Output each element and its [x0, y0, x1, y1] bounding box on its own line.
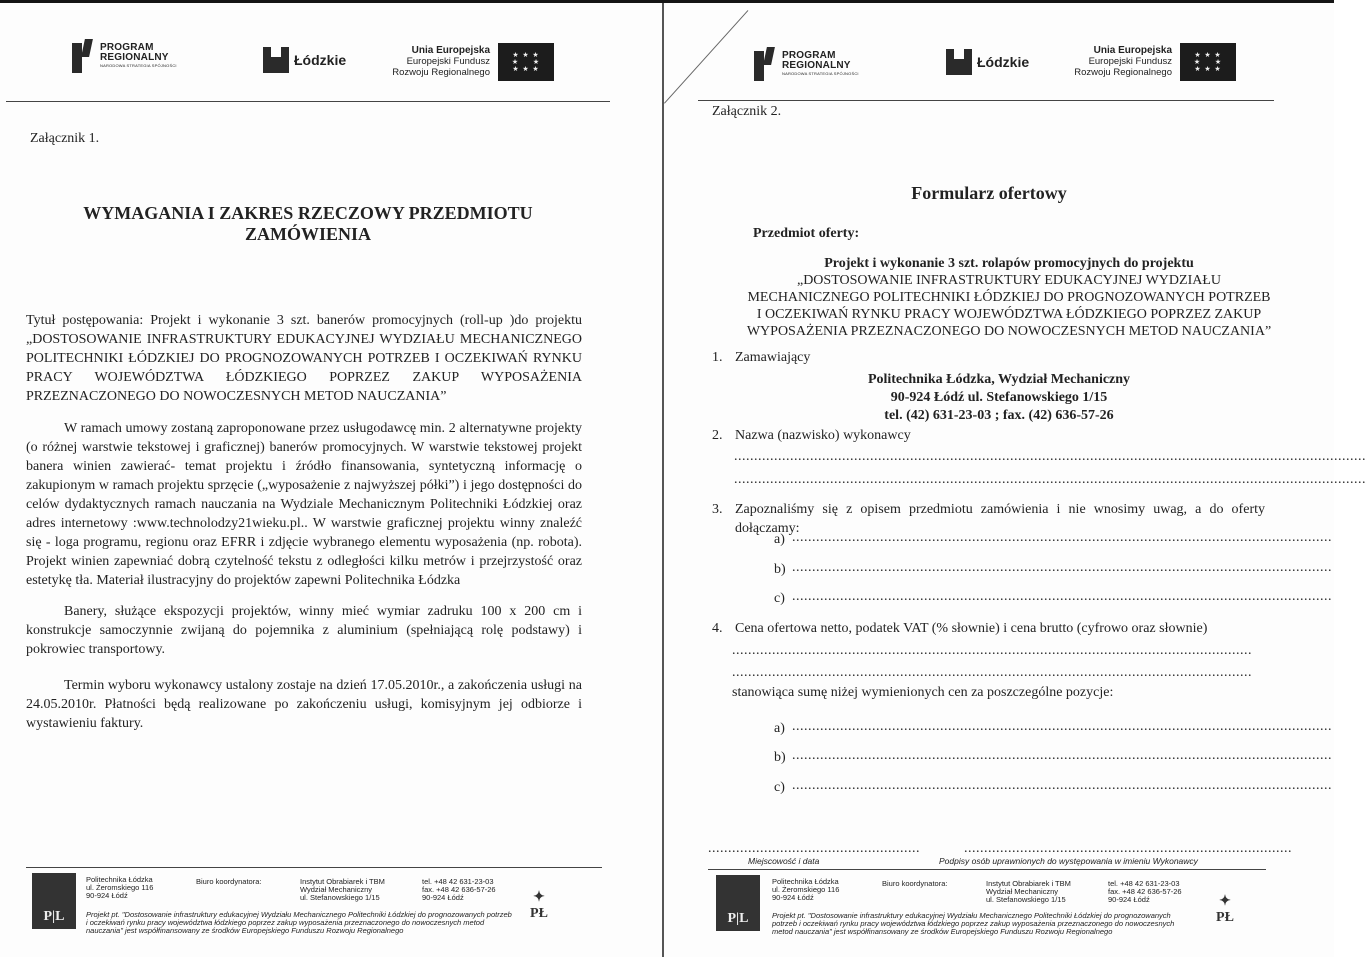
eu-flag-icon: ★ ★ ★ ★ ★ ★ ★ ★ — [1180, 43, 1236, 81]
ue-text — [1064, 45, 1172, 78]
ue-title: Unia Europejska — [411, 45, 490, 56]
page-zalacznik-1 — [0, 3, 664, 957]
pl-eagle-icon: ✦ PŁ — [1216, 894, 1234, 925]
attachment-a-letter: a) — [774, 532, 785, 547]
item-4-number: 4. — [712, 621, 723, 636]
page-zalacznik-2 — [664, 3, 1366, 957]
przedmiot-line-1: „DOSTOSOWANIE INFRASTRUKTURY EDUKACYJNEJ WYDZIAŁU — [796, 273, 1221, 288]
program-regionalny-icon — [754, 47, 776, 81]
przedmiot-line-2: MECHANICZNEGO POLITECHNIKI ŁÓDZKIEJ DO PROGNOZOWANYCH POTRZEB — [747, 290, 1271, 305]
position-b-field[interactable]: ....................................................................................................................................... — [792, 748, 1332, 763]
ue-text — [382, 45, 490, 78]
signature-field[interactable]: .................................................................................. — [964, 841, 1292, 856]
position-a-letter: a) — [774, 721, 785, 736]
program-subtitle: NARODOWA STRATEGIA SPÓJNOŚCI — [782, 71, 859, 76]
paragraph-banners: Banery, służące ekspozycji projektów, winny mieć wymiar zadruku 100 x 200 cm i konstrukcje samoczynnie zwijaną do pojemnika z aluminium (spełniającą rolę podstawy) i pokrowiec transportowy. — [26, 604, 582, 657]
program-subtitle: NARODOWA STRATEGIA SPÓJNOŚCI — [100, 63, 177, 68]
lodzkie-logo — [263, 47, 346, 73]
pl-eagle-text: PŁ — [530, 906, 548, 921]
pl-logo-text: P|L — [727, 911, 749, 926]
przedmiot-description — [734, 255, 1284, 340]
footer-inst-1: Instytut Obrabiarek i TBM — [300, 877, 385, 886]
footer-project-label: Projekt pt. — [772, 911, 806, 920]
footer-inst-1: Instytut Obrabiarek i TBM — [986, 879, 1071, 888]
position-a-field[interactable]: ....................................................................................................................................... — [792, 719, 1332, 734]
footer-inst-2: Wydział Mechaniczny — [986, 887, 1059, 896]
politechnika-logo-icon — [716, 875, 760, 931]
page-fold-line — [664, 10, 748, 104]
item-2-label: Nazwa (nazwisko) wykonawcy — [735, 428, 911, 443]
footer-project — [86, 911, 512, 935]
lodzkie-icon — [263, 47, 289, 73]
footer-project-text: "Dostosowanie infrastruktury edukacyjnej Wydziału Mechanicznego Politechniki Łódzkiej do prognozowanych potrzeb i oczekiwań rynku pracy województwa łódzkiego poprzez zakup wyposażenia przeznaczonego do nowoczesnych metod nauczania" — [772, 911, 1175, 936]
program-word: PROGRAM — [100, 42, 154, 53]
program-regionalny-icon — [72, 39, 94, 73]
item-3-label: Zapoznaliśmy się z opisem przedmiotu zamówienia i nie wnosimy uwag, a do oferty dołączamy: — [735, 502, 1265, 536]
footer-fax: fax. +48 42 636-57-26 — [1108, 887, 1182, 896]
ue-line3: Rozwoju Regionalnego — [1074, 67, 1172, 78]
ue-line2: Europejski Fundusz — [406, 56, 490, 67]
ue-line2: Europejski Fundusz — [1088, 56, 1172, 67]
attachment-b-letter: b) — [774, 562, 786, 577]
paragraph-scope: W ramach umowy zostaną zaproponowane przez usługodawcę min. 2 alternatywne projekty (o różnej warstwie tekstowej i graficznej) banerów promocyjnych. W warstwie tekstowej projekt banera winien zawierać- temat projektu i źródło finansowania, syntetyczną informację o zakupionym w ramach projektu sprzęcie („wyposażenie z najwyższej półki”) i jego dostępności do celów dydaktycznych ramach nauczania na Wydziale Mechanicznym Politechniki Łódzkiej oraz adres internetowy :www.technolodzy21wieku.pl.. W warstwie graficznej projektu winny znaleźć się - loga programu, regionu oraz EFRR i zdjęcie wybranego elementu wyposażenia (np. robota). Projekt winien zapewniać dobrą czytelność tekstu z odległości kilku metrów i przejrzystość oraz estetykę tła. Materiał ilustracyjny do projektów zapewni Politechnika Łódzka — [26, 421, 582, 588]
position-c-field[interactable]: ....................................................................................................................................... — [792, 778, 1332, 793]
pl-eagle-text: PŁ — [1216, 910, 1234, 925]
header-rule — [698, 100, 1274, 101]
position-c-letter: c) — [774, 780, 785, 795]
footer-addr-2: ul. Żeromskiego 116 — [86, 883, 154, 892]
footer-inst-3: ul. Stefanowskiego 1/15 — [300, 893, 380, 902]
item-4-label: Cena ofertowa netto, podatek VAT (% słownie) i cena brutto (cyfrowo oraz słownie) — [735, 621, 1208, 636]
pl-eagle-icon: ✦ PŁ — [530, 890, 548, 921]
footer-phone — [422, 878, 496, 902]
item-1-number: 1. — [712, 350, 723, 365]
program-regionalny-logo — [754, 47, 859, 81]
footer-addr-2: ul. Żeromskiego 116 — [772, 885, 840, 894]
zamawiajacy-address — [814, 371, 1184, 425]
footer-address — [772, 878, 839, 902]
przedmiot-line-3: I OCZEKIWAŃ RYNKU PRACY WOJEWÓDZTWA ŁÓDZKIEGO POPRZEZ ZAKUP — [756, 307, 1262, 322]
zalacznik-label: Załącznik 1. — [30, 131, 100, 146]
footer-inst-3: ul. Stefanowskiego 1/15 — [986, 895, 1066, 904]
zam-line-2: 90-924 Łódź ul. Stefanowskiego 1/15 — [890, 390, 1108, 405]
footer-biuro: Biuro koordynatora: — [882, 879, 948, 888]
signature-label: Podpisy osób uprawnionych do występowania w imieniu Wykonawcy — [939, 856, 1198, 866]
item-1-label: Zamawiający — [735, 350, 811, 365]
footer-institute — [986, 880, 1071, 904]
program-regionalny-logo — [72, 39, 177, 73]
zam-line-1: Politechnika Łódzka, Wydział Mechaniczny — [867, 372, 1131, 387]
position-b-letter: b) — [774, 750, 786, 765]
footer-addr-3: 90-924 Łódź — [86, 891, 128, 900]
footer-project — [772, 912, 1196, 936]
footer-project-tail: jest współfinansowany ze środków Europejskiego Funduszu Rozwoju Regionalnego — [124, 926, 404, 935]
attachment-a-field[interactable]: ....................................................................................................................................... — [792, 530, 1332, 545]
form-title: Formularz ofertowy — [911, 183, 1067, 203]
footer-rule — [708, 869, 1266, 870]
paragraph-title: Tytuł postępowania: Projekt i wykonanie 3 szt. banerów promocyjnych (roll-up )do projektu „DOSTOSOWANIE INFRASTRUKTURY EDUKACYJNEJ WYDZIAŁU MECHANICZNEGO POLITECHNIKI ŁÓDZKIEJ DO PROGNOZOWANYCH POTRZEB I OCZEKIWAŃ RYNKU PRACY WOJEWÓDZTWA ŁÓDZKIEGO POPRZEZ ZAKUP WYPOSAŻENIA PRZEZNACZONEGO DO NOWOCZESNYCH METOD NAUCZANIA” — [26, 313, 582, 404]
eu-flag-icon: ★ ★ ★ ★ ★ ★ ★ ★ — [498, 43, 554, 81]
footer-tel: tel. +48 42 631-23-03 — [422, 877, 494, 886]
politechnika-logo-icon — [32, 873, 76, 929]
pl-logo-text: P|L — [43, 909, 65, 924]
item-3-number: 3. — [712, 502, 723, 517]
paragraph-deadline: Termin wyboru wykonawcy ustalony zostaje na dzień 17.05.2010r., a zakończenia usługi na 24.05.2010r. Płatności będą realizowane po zakończeniu usługi, komisyjnym jej odbiorze i wystawieniu faktury. — [26, 678, 582, 731]
footer-phone — [1108, 880, 1182, 904]
regionalny-word: REGIONALNY — [100, 52, 169, 63]
footer-project-label: Projekt pt. — [86, 910, 120, 919]
stanowiaca-label: stanowiąca sumę niżej wymienionych cen za poszczególne pozycje: — [732, 685, 1114, 700]
ue-title: Unia Europejska — [1093, 45, 1172, 56]
document-title — [60, 203, 556, 245]
attachment-c-field[interactable]: ....................................................................................................................................... — [792, 589, 1332, 604]
footer-addr-1: Politechnika Łódzka — [772, 877, 839, 886]
price-field-2[interactable]: .................................................................................................................................. — [732, 665, 1252, 680]
footer-city: 90-924 Łódź — [422, 893, 464, 902]
przedmiot-line-4: WYPOSAŻENIA PRZEZNACZONEGO DO NOWOCZESNYCH METOD NAUCZANIA” — [746, 324, 1272, 339]
place-date-field[interactable]: ..................................................... — [708, 841, 920, 856]
attachment-c-letter: c) — [774, 591, 785, 606]
przedmiot-label: Przedmiot oferty: — [753, 226, 860, 241]
footer-address — [86, 876, 153, 900]
contractor-name-field[interactable]: .............................................................................................................................................................. — [734, 449, 1366, 464]
footer-addr-3: 90-924 Łódź — [772, 893, 814, 902]
footer-city: 90-924 Łódź — [1108, 895, 1150, 904]
footer-rule — [26, 867, 602, 868]
footer-tel: tel. +48 42 631-23-03 — [1108, 879, 1180, 888]
footer-institute — [300, 878, 385, 902]
lodzkie-icon — [946, 49, 972, 75]
header-rule — [6, 101, 610, 102]
zam-line-3: tel. (42) 631-23-03 ; fax. (42) 636-57-26 — [884, 408, 1114, 423]
footer-project-tail: jest współfinansowany ze środków Europejskiego Funduszu Rozwoju Regionalnego — [833, 927, 1113, 936]
title-line-2: ZAMÓWIENIA — [244, 224, 371, 244]
footer-biuro: Biuro koordynatora: — [196, 877, 262, 886]
program-word: PROGRAM — [782, 50, 836, 61]
footer-addr-1: Politechnika Łódzka — [86, 875, 153, 884]
price-field-1[interactable]: .................................................................................................................................. — [732, 643, 1252, 658]
contractor-name-field-2[interactable]: .............................................................................................................................................................. — [734, 472, 1366, 487]
footer-project-text: "Dostosowanie infrastruktury edukacyjnej Wydziału Mechanicznego Politechniki Łódzkiej do prognozowanych potrzeb i oczekiwań rynku pracy województwa łódzkiego poprzez zakup wyposażenia przeznaczonego do nowoczesnych metod nauczania" — [86, 910, 512, 935]
place-date-label: Miejscowość i data — [748, 856, 820, 866]
lodzkie-logo — [946, 49, 1029, 75]
attachment-b-field[interactable]: ....................................................................................................................................... — [792, 560, 1332, 575]
footer-inst-2: Wydział Mechaniczny — [300, 885, 373, 894]
regionalny-word: REGIONALNY — [782, 60, 851, 71]
zalacznik-label: Załącznik 2. — [712, 104, 782, 119]
title-line-1: WYMAGANIA I ZAKRES RZECZOWY PRZEDMIOTU — [83, 203, 533, 223]
lodzkie-label: Łódzkie — [977, 54, 1030, 70]
lodzkie-label: Łódzkie — [294, 52, 347, 68]
ue-line3: Rozwoju Regionalnego — [392, 67, 490, 78]
footer-fax: fax. +48 42 636-57-26 — [422, 885, 496, 894]
przedmiot-bold: Projekt i wykonanie 3 szt. rolapów promocyjnych do projektu — [824, 256, 1194, 271]
item-2-number: 2. — [712, 428, 723, 443]
